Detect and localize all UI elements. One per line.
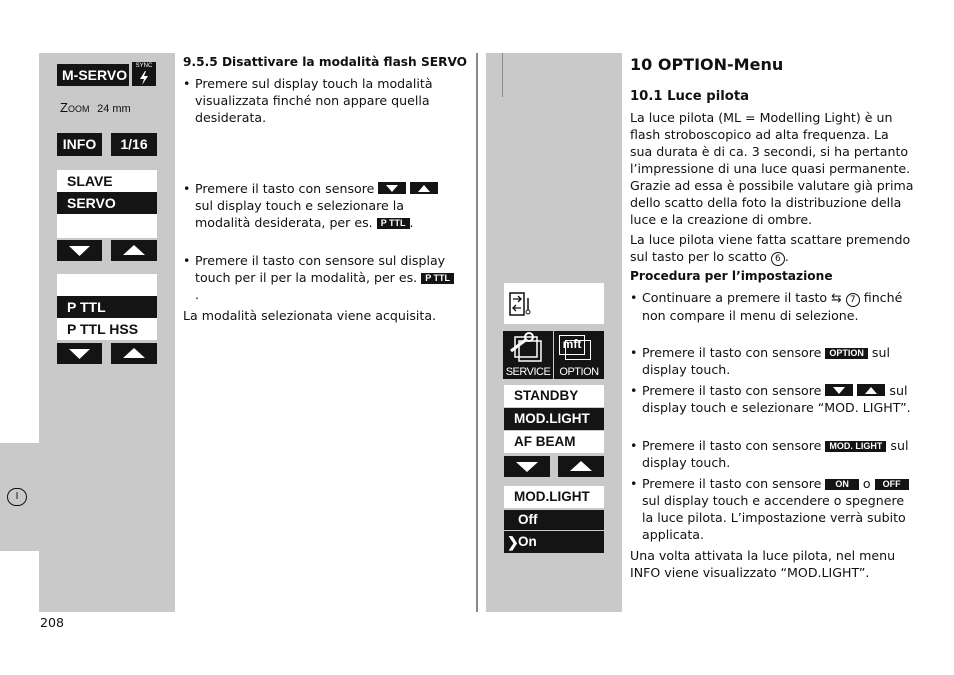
sync-icon[interactable]: SYNC — [132, 62, 156, 86]
selected-pointer-icon: ❯ — [507, 534, 519, 550]
servo-bullet-1: • Premere sul display touch la modalità visualizzata finché non appare quella desiderata. — [183, 75, 455, 126]
right-panel-line — [502, 53, 503, 97]
mod-light-tag: MOD. LIGHT — [825, 441, 886, 452]
wrench-icon — [503, 331, 553, 363]
option-tab[interactable] — [554, 331, 604, 379]
service-tab[interactable] — [503, 331, 553, 379]
arrow-down-button[interactable] — [57, 240, 102, 261]
p-ttl-tag: P TTL — [377, 218, 410, 229]
procedure-heading: Procedura per l’impostazione — [630, 269, 833, 283]
arrow-down-icon — [57, 240, 102, 261]
ratio-button[interactable]: 1/16 — [111, 133, 157, 156]
menu-item-standby[interactable]: STANDBY — [504, 385, 604, 407]
zoom-label: Zoom — [60, 100, 90, 115]
setting-option-on-label: On — [518, 534, 537, 549]
arrow-down-icon — [57, 343, 102, 364]
option-title: 10 OPTION-Menu — [630, 55, 784, 74]
mode-list-item-selected[interactable]: P TTL — [57, 296, 157, 318]
arrow-down-icon — [825, 384, 853, 396]
mode-list-item[interactable]: P TTL HSS — [57, 318, 157, 340]
option-para2: La luce pilota viene fatta scattare premendo sul tasto per lo scatto 6 . — [630, 232, 911, 264]
number-7-icon: 7 — [846, 293, 860, 307]
arrow-up-icon — [558, 456, 604, 477]
page-number: 208 — [40, 615, 65, 630]
page-divider — [476, 53, 478, 612]
option-subtitle: 10.1 Luce pilota — [630, 89, 750, 104]
servo-bullet-1-text: Premere sul display touch la modalità visualizzata finché non appare quella desiderata. — [195, 76, 433, 125]
mft-icon: mft — [559, 335, 585, 355]
option-bullet-3: • Premere il tasto con sensore sul display touch e selezionare “MOD. LIGHT”. — [630, 383, 911, 415]
mode-badge[interactable]: M-SERVO — [57, 64, 129, 86]
on-tag: ON — [825, 479, 859, 490]
option-final: Una volta attivata la luce pilota, nel menu INFO viene visualizzato “MOD.LIGHT”. — [630, 548, 896, 580]
arrow-up-icon — [410, 182, 438, 194]
option-tag: OPTION — [825, 348, 868, 359]
menu-item-afbeam[interactable]: AF BEAM — [504, 431, 604, 453]
arrow-down-button[interactable] — [504, 456, 550, 477]
servo-heading: 9.5.5 Disattivare la modalità flash SERVO — [183, 55, 468, 69]
setting-title: MOD.LIGHT — [504, 486, 604, 508]
arrow-up-icon — [111, 343, 157, 364]
zoom-value: 24 mm — [97, 103, 131, 115]
option-para1: La luce pilota (ML = Modelling Light) è un flash stroboscopico ad alta frequenza. La sua durata è di ca. 3 secondi, si ha pertanto l’impressione di una luce quasi permanente. Grazie ad essa è possibile valutare già prima dello scatto della foto la distribuzione della luce e la creazione di ombre. — [630, 110, 914, 227]
option-bullet-5: • Premere il tasto con sensore ON o OFF sul display touch e accendere o spegnere la luce pilota. L’impostazione verrà subito applicata. — [630, 475, 914, 543]
option-bullet-4: • Premere il tasto con sensore MOD. LIGHT sul display touch. — [630, 438, 909, 470]
number-6-icon: 6 — [771, 252, 785, 266]
info-button[interactable]: INFO — [57, 133, 102, 156]
arrow-up-button[interactable] — [558, 456, 604, 477]
switch-arrows-icon: ⇆ — [831, 290, 842, 305]
menu-item-modlight[interactable]: MOD.LIGHT — [504, 408, 604, 430]
servo-bullet-2: • Premere il tasto con sensore sul display touch e selezionare la modalità desiderata, per es. P TTL . — [183, 180, 458, 231]
side-tab-label: I — [7, 488, 27, 506]
arrow-up-icon — [111, 240, 157, 261]
option-tab-label: OPTION — [559, 366, 599, 378]
servo-bullet-3: • Premere il tasto con sensore sul display touch per il per la modalità, per es. P TTL. — [183, 252, 455, 303]
mode-list-item-selected[interactable]: SERVO — [57, 192, 157, 214]
arrow-up-button[interactable] — [111, 240, 157, 261]
mode-list-blank — [57, 274, 157, 296]
setting-option-off[interactable]: Off — [504, 510, 604, 530]
zoom-readout — [60, 100, 131, 115]
menu-header-icon — [504, 283, 540, 324]
arrow-down-icon — [378, 182, 406, 194]
off-tag: OFF — [875, 479, 909, 490]
arrow-down-icon — [504, 456, 550, 477]
option-bullet-2: • Premere il tasto con sensore OPTION sul display touch. — [630, 345, 890, 377]
setting-option-on[interactable] — [504, 531, 604, 553]
arrow-up-icon — [857, 384, 885, 396]
p-ttl-tag: P TTL — [421, 273, 454, 284]
mode-list-item[interactable]: SLAVE — [57, 170, 157, 192]
arrow-down-button[interactable] — [57, 343, 102, 364]
arrow-up-button[interactable] — [111, 343, 157, 364]
mode-list-blank — [57, 214, 157, 238]
servo-result: La modalità selezionata viene acquisita. — [183, 308, 437, 323]
option-bullet-1: • Continuare a premere il tasto ⇆ 7 finché non compare il menu di selezione. — [630, 290, 903, 323]
service-tab-label: SERVICE — [505, 366, 551, 378]
